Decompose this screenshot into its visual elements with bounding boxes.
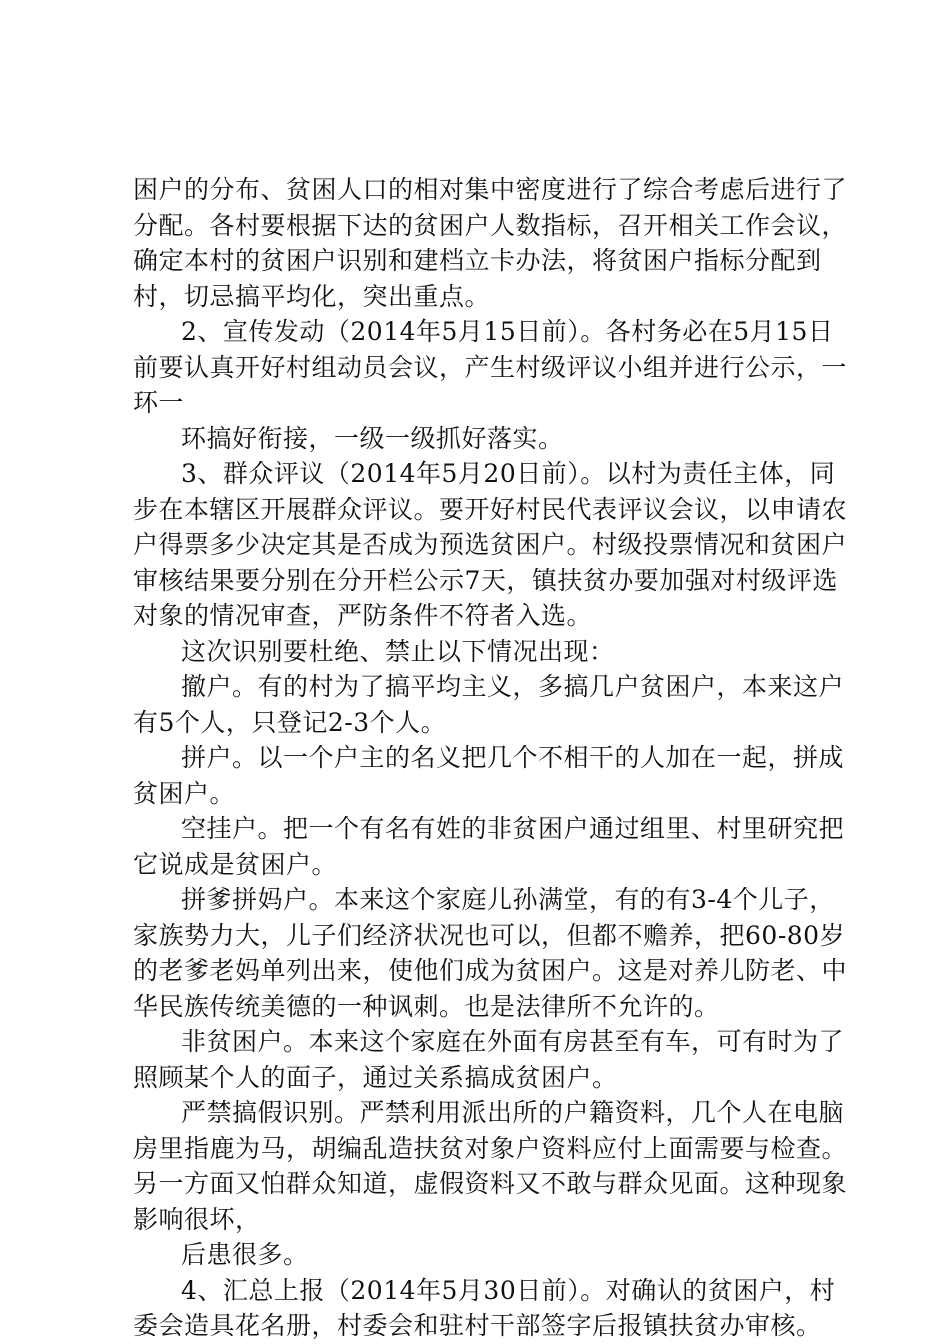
paragraph-mass-review: 3、群众评议（2014年5月20日前）。以村为责任主体，同步在本辖区开展群众评议。要开好村民代表评议会议，以申请农户得票多少决定其是否成为预选贫困户。村级投票情况和贫困户审核结果要分别在分开栏公示7天，镇扶贫办要加强对村级评选对象的情况审查，严防条件不符者入选。 bbox=[133, 459, 848, 630]
paragraph-summary-report: 4、汇总上报（2014年5月30日前）。对确认的贫困户，村委会造具花名册，村委会和驻村干部签字后报镇扶贫办审核。 bbox=[133, 1275, 836, 1340]
document-body bbox=[133, 172, 853, 1344]
paragraph-split-household: 撤户。有的村为了搞平均主义，多搞几户贫困户，本来这户有5个人，只登记2-3个人。 bbox=[133, 672, 845, 737]
paragraph-combined-household: 拼户。以一个户主的名义把几个不相干的人加在一起，拼成贫困户。 bbox=[133, 743, 845, 808]
paragraph-phantom-household: 空挂户。把一个有名有姓的非贫困户通过组里、村里研究把它说成是贫困户。 bbox=[133, 814, 845, 879]
paragraph-consequences: 后患很多。 bbox=[181, 1240, 309, 1269]
paragraph-publicity-continued: 环搞好衔接，一级一级抓好落实。 bbox=[181, 423, 564, 453]
paragraph-fake-identification: 严禁搞假识别。严禁利用派出所的户籍资料，几个人在电脑房里指鹿为马，胡编乱造扶贫对象户资料应付上面需要与检查。另一方面又怕群众知道，虚假资料又不敢与群众见面。这种现象影响很坏， bbox=[133, 1098, 848, 1234]
paragraph-elderly-parents-household: 拼爹拼妈户。本来这个家庭儿孙满堂，有的有3-4个儿子，家族势力大，儿子们经济状况也可以，但都不赡养，把60-80岁的老爹老妈单列出来，使他们成为贫困户。这是对养儿防老、中华民族传统美德的一种讽刺。也是法律所不允许的。 bbox=[133, 885, 848, 1021]
paragraph-publicity: 2、宣传发动（2014年5月15日前）。各村务必在5月15日前要认真开好村组动员会议，产生村级评议小组并进行公示，一环一 bbox=[133, 317, 848, 417]
paragraph-allocation: 困户的分布、贫困人口的相对集中密度进行了综合考虑后进行了分配。各村要根据下达的贫困户人数指标，召开相关工作会议，确定本村的贫困户识别和建档立卡办法，将贫困户指标分配到村，切忌搞平均化，突出重点。 bbox=[133, 175, 848, 311]
paragraph-prohibitions-intro: 这次识别要杜绝、禁止以下情况出现： bbox=[181, 636, 615, 666]
paragraph-non-poor-household: 非贫困户。本来这个家庭在外面有房甚至有车，可有时为了照顾某个人的面子，通过关系搞成贫困户。 bbox=[133, 1027, 845, 1092]
